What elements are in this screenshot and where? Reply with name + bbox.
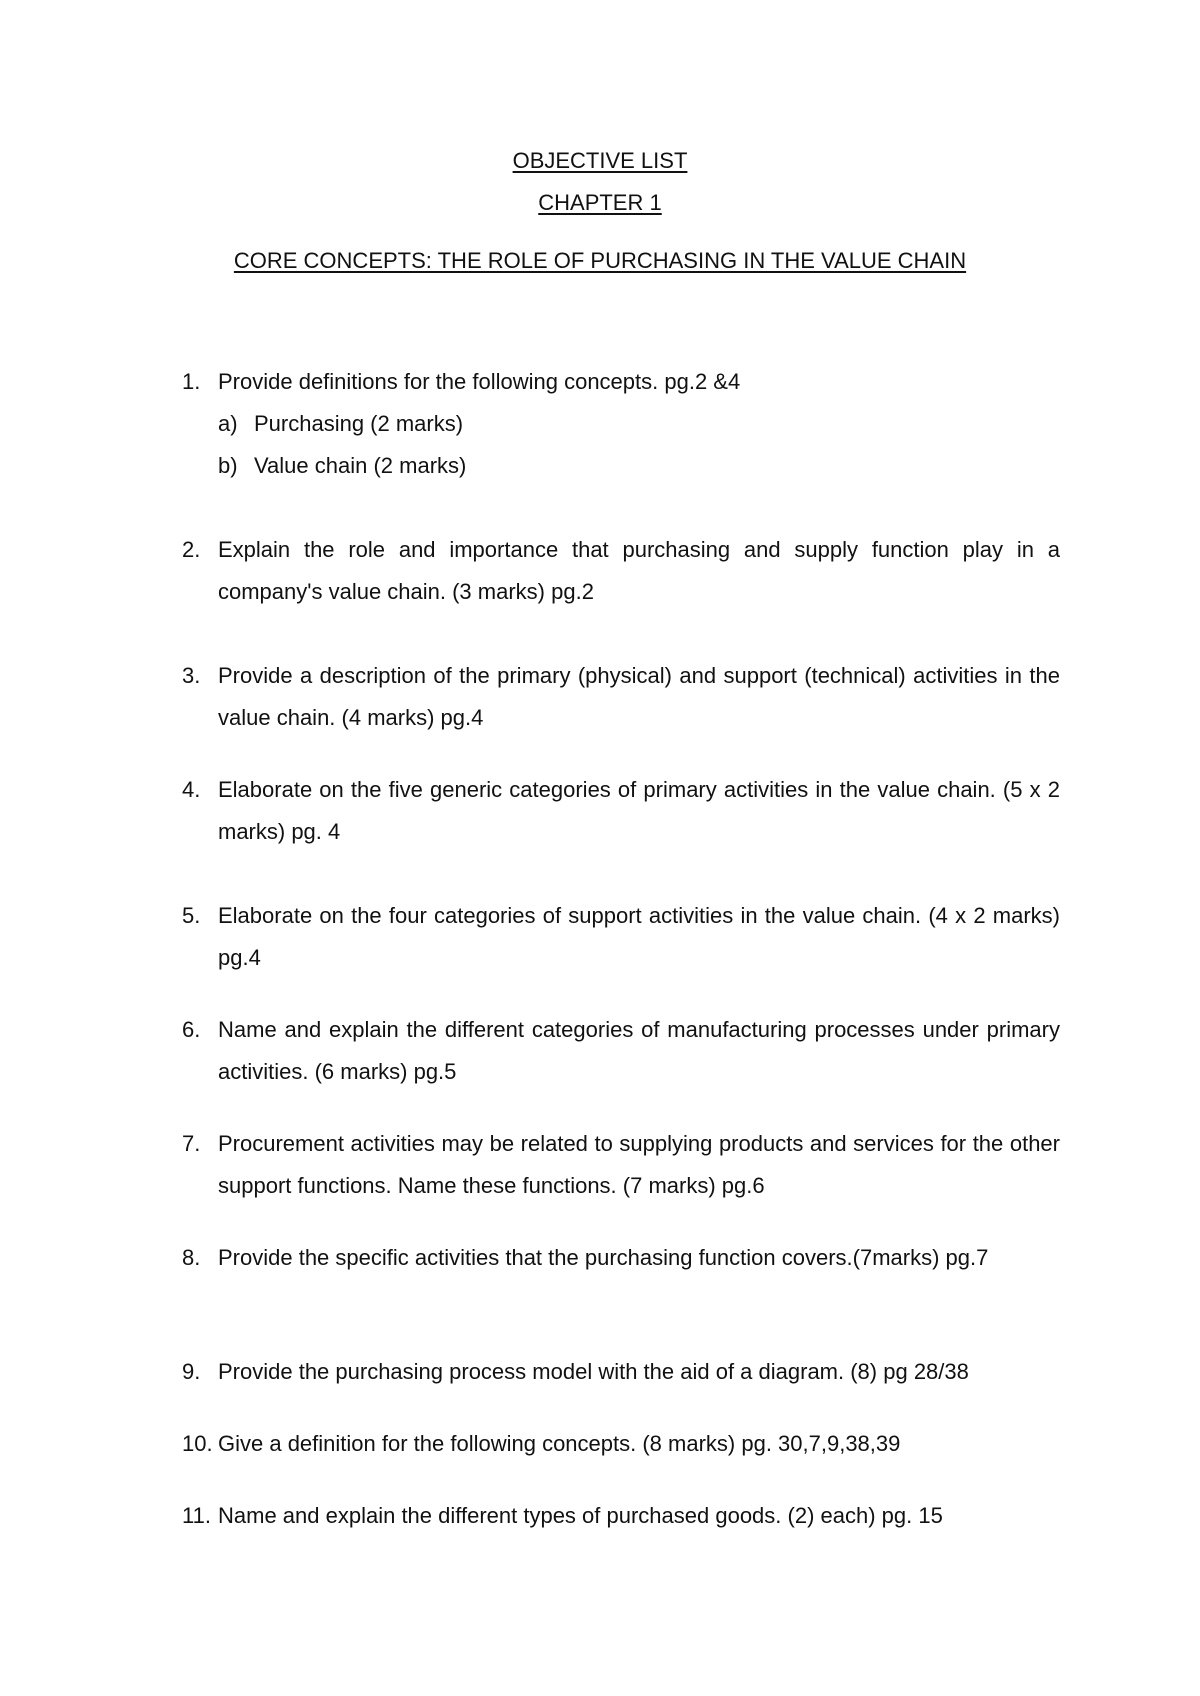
- list-item: [182, 1423, 1060, 1465]
- list-item: [182, 655, 1060, 739]
- item-number: 7.: [182, 1131, 201, 1156]
- item-number: 3.: [182, 663, 201, 688]
- item-text: Name and explain the different types of purchased goods. (2) each) pg. 15: [218, 1503, 943, 1528]
- list-item: [182, 1351, 1060, 1393]
- item-text: Name and explain the different categories of manufacturing processes under primary activities. (6 marks) pg.5: [218, 1017, 1060, 1084]
- item-text: Explain the role and importance that purchasing and supply function play in a company's value chain. (3 marks) pg.2: [218, 537, 1060, 604]
- item-number: 5.: [182, 903, 201, 928]
- list-item: [182, 769, 1060, 853]
- item-text: Elaborate on the five generic categories of primary activities in the value chain. (5 x 2 marks) pg. 4: [218, 777, 1060, 844]
- item-number: 8.: [182, 1245, 201, 1270]
- list-item: [182, 361, 1060, 403]
- sub-item: [218, 403, 463, 445]
- item-number: 9.: [182, 1359, 201, 1384]
- sub-item-text: Purchasing (2 marks): [254, 411, 464, 436]
- item-number: 4.: [182, 777, 201, 802]
- item-number: 11.: [182, 1503, 211, 1528]
- chapter-heading: CHAPTER 1: [538, 190, 662, 215]
- item-text: Provide the specific activities that the purchasing function covers.(7marks) pg.7: [218, 1245, 989, 1270]
- list-item: [182, 529, 1060, 613]
- document-title: OBJECTIVE LIST: [512, 148, 688, 173]
- item-text: Provide definitions for the following concepts. pg.2 &4: [218, 369, 741, 394]
- item-number: 10.: [182, 1431, 213, 1456]
- sub-item-text: Value chain (2 marks): [254, 453, 467, 478]
- item-number: 1.: [182, 369, 201, 394]
- list-item: [182, 895, 1060, 979]
- item-text: Give a definition for the following concepts. (8 marks) pg. 30,7,9,38,39: [218, 1431, 901, 1456]
- chapter-subtitle: CORE CONCEPTS: THE ROLE OF PURCHASING IN THE VALUE CHAIN: [233, 248, 967, 273]
- sub-item-letter: b): [218, 453, 238, 478]
- item-text: Provide a description of the primary (physical) and support (technical) activities in the value chain. (4 marks) pg.4: [218, 663, 1060, 730]
- item-text: Provide the purchasing process model with the aid of a diagram. (8) pg 28/38: [218, 1359, 969, 1384]
- list-item: [182, 1009, 1060, 1093]
- list-item: [182, 1237, 1060, 1279]
- list-item: [182, 1495, 1060, 1537]
- sub-item: [218, 445, 466, 487]
- item-text: Procurement activities may be related to supplying products and services for the other support functions. Name these functions. (7 marks) pg.6: [218, 1131, 1060, 1198]
- sub-item-letter: a): [218, 411, 238, 436]
- list-item: [182, 1123, 1060, 1207]
- item-number: 2.: [182, 537, 201, 562]
- item-number: 6.: [182, 1017, 201, 1042]
- item-text: Elaborate on the four categories of support activities in the value chain. (4 x 2 marks) pg.4: [218, 903, 1060, 970]
